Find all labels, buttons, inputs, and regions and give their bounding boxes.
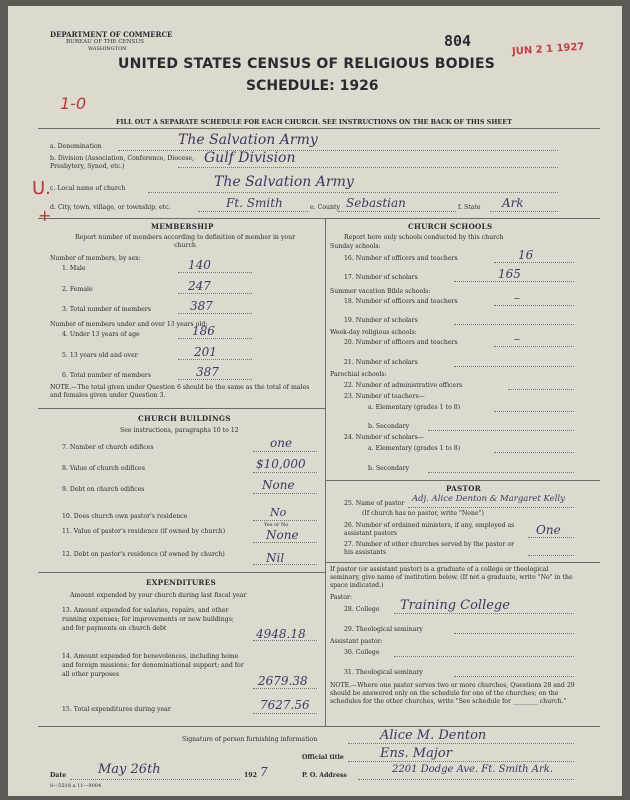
date-label: Date	[50, 772, 67, 779]
census-schedule-sheet	[8, 6, 622, 796]
q8-label: 8. Value of church edifices	[62, 465, 145, 472]
denomination-value: The Salvation Army	[178, 132, 318, 148]
county-label: e. County	[310, 204, 341, 211]
q1-label: 1. Male	[62, 265, 86, 272]
q26-label: 26. Number of ordained ministers, if any, employed as assistant pastors	[344, 522, 515, 537]
bureau-city: WASHINGTON	[88, 46, 127, 52]
q10-label: 10. Does church own pastor's residence	[62, 513, 188, 520]
q24a-label: a. Elementary (grades 1 to 8)	[368, 445, 461, 452]
sunday-label: Sunday schools:	[330, 243, 381, 250]
q1-value: 140	[188, 258, 211, 272]
buildings-heading: CHURCH BUILDINGS	[138, 414, 231, 423]
county-value: Sebastian	[346, 196, 406, 210]
q21-label: 21. Number of scholars	[344, 359, 418, 366]
q30-label: 30. College	[344, 649, 380, 656]
q19-label: 19. Number of scholars	[344, 317, 418, 324]
q18-value: –	[514, 291, 520, 305]
yes-no-hint: Yes or No	[264, 522, 289, 528]
mark-side-u: U.	[32, 178, 51, 199]
summer-label: Summer vacation Bible schools:	[330, 288, 431, 295]
q3-value: 387	[190, 299, 213, 313]
college-intro: If pastor (or assistant pastor) is a graduate of a college or theological seminary, give name of institution below. (If not a graduate, write "No" in the space indicated.)	[330, 566, 573, 589]
membership-intro: Report number of members according to definition of member in your church	[74, 234, 296, 249]
q6-value: 387	[196, 365, 219, 379]
q5-value: 201	[194, 345, 217, 359]
q9-value: None	[262, 478, 295, 492]
city-value: Ft. Smith	[226, 196, 283, 210]
state-label: f. State	[458, 204, 481, 211]
pastor-label: Pastor:	[330, 594, 353, 601]
local-name-value: The Salvation Army	[214, 174, 354, 190]
q17-label: 17. Number of scholars	[344, 274, 418, 281]
assistant-label: Assistant pastor:	[330, 638, 383, 645]
q13-label: 13. Amount expended for salaries, repairs, and other running expenses; for improvements or new buildings; and for payments on church debt	[62, 607, 234, 632]
form-instruction: FILL OUT A SEPARATE SCHEDULE FOR EACH CHURCH. SEE INSTRUCTIONS ON THE BACK OF THIS SHEET	[116, 118, 512, 126]
q3-label: 3. Total number of members	[62, 306, 151, 313]
state-value: Ark	[502, 196, 524, 210]
q15-label: 15. Total expenditures during year	[62, 706, 171, 713]
expenditures-intro: Amount expended by your church during last fiscal year	[70, 592, 247, 599]
q29-label: 29. Theological seminary	[344, 626, 423, 633]
q23-label: 23. Number of teachers—	[344, 393, 425, 400]
weekday-label: Week-day religious schools:	[330, 329, 417, 336]
q17-value: 165	[498, 267, 521, 281]
q7-label: 7. Number of church edifices	[62, 444, 154, 451]
mark-top: 1-0	[60, 94, 87, 113]
form-number: 8—5518 a 11—9004	[50, 783, 102, 789]
q25-label: 25. Name of pastor	[344, 500, 405, 507]
signature-value: Alice M. Denton	[380, 728, 487, 743]
q31-label: 31. Theological seminary	[344, 669, 423, 676]
q23b-label: b. Secondary	[368, 423, 410, 430]
q26-value: One	[536, 523, 561, 537]
q25-value: Adj. Alice Denton & Margaret Kelly	[412, 494, 565, 504]
q27-label: 27. Number of other churches served by the pastor or his assistants	[344, 541, 515, 556]
q20-value: –	[514, 332, 520, 346]
q12-label: 12. Debt on pastor's residence (if owned by church)	[62, 551, 225, 558]
po-address-value: 2201 Dodge Ave. Ft. Smith Ark.	[392, 764, 554, 775]
division-label: b. Division (Association, Conference, Diocese, Presbytery, Synod, etc.)	[50, 155, 194, 170]
q18-label: 18. Number of officers and teachers	[344, 298, 458, 305]
q16-value: 16	[518, 248, 534, 262]
q22-label: 22. Number of administrative officers	[344, 382, 463, 389]
q20-label: 20. Number of officers and teachers	[344, 339, 458, 346]
official-title-value: Ens. Major	[380, 746, 452, 761]
q28-value: Training College	[400, 598, 510, 613]
denomination-label: a. Denomination	[50, 143, 102, 150]
membership-note: NOTE.—The total given under Question 6 should be the same as the total of males and females given under Question 3.	[50, 384, 310, 399]
by-sex-label: Number of members, by sex:	[50, 255, 141, 262]
membership-heading: MEMBERSHIP	[151, 222, 214, 231]
official-title-label: Official title	[302, 754, 344, 761]
department-name: DEPARTMENT OF COMMERCE	[50, 30, 173, 39]
q6-label: 6. Total number of members	[62, 372, 151, 379]
bureau-name: BUREAU OF THE CENSUS	[66, 39, 145, 45]
form-title: UNITED STATES CENSUS OF RELIGIOUS BODIES	[118, 56, 496, 72]
local-name-label: c. Local name of church	[50, 185, 126, 192]
date-value: May 26th	[98, 762, 161, 777]
q28-label: 28. College	[344, 606, 380, 613]
q13-value: 4948.18	[256, 627, 306, 641]
pastor-note: NOTE.—Where one pastor serves two or more churches, Questions 28 and 29 should be answered only on the schedule for one of the churches; on the schedules for the other churches, write "See schedule for ________ church."	[330, 682, 575, 705]
q11-value: None	[266, 528, 299, 542]
parochial-label: Parochial schools:	[330, 371, 387, 378]
q12-value: Nil	[266, 551, 285, 565]
q2-label: 2. Female	[62, 286, 93, 293]
city-label: d. City, town, village, or township, etc.	[50, 204, 171, 211]
q24b-label: b. Secondary	[368, 465, 410, 472]
year-prefix: 192	[244, 772, 257, 779]
q9-label: 9. Debt on church edifices	[62, 486, 145, 493]
schools-intro: Report here only schools conducted by this church	[344, 234, 504, 241]
q5-label: 5. 13 years old and over	[62, 352, 138, 359]
q4-value: 186	[192, 324, 215, 338]
form-subtitle: SCHEDULE: 1926	[246, 78, 379, 94]
q24-label: 24. Number of scholars—	[344, 434, 424, 441]
pastor-heading: PASTOR	[446, 484, 482, 493]
signature-label: Signature of person furnishing information	[182, 736, 318, 743]
division-value: Gulf Division	[204, 150, 296, 166]
q14-label: 14. Amount expended for benevolences, including home and foreign missions; for denominational support; and for all other purposes	[62, 653, 244, 678]
q25-note: (If church has no pastor, write "None")	[362, 510, 484, 517]
q14-value: 2679.38	[258, 674, 308, 688]
q11-label: 11. Value of pastor's residence (if owned by church)	[62, 528, 226, 535]
expenditures-heading: EXPENDITURES	[146, 578, 216, 587]
year-value: 7	[260, 765, 268, 779]
q23a-label: a. Elementary (grades 1 to 8)	[368, 404, 461, 411]
mark-side-plus: +	[38, 206, 52, 225]
q4-label: 4. Under 13 years of age	[62, 331, 140, 338]
q15-value: 7627.56	[260, 698, 310, 712]
q8-value: $10,000	[256, 457, 306, 471]
q10-value: No	[270, 506, 287, 519]
q16-label: 16. Number of officers and teachers	[344, 255, 458, 262]
po-address-label: P. O. Address	[302, 772, 347, 779]
received-date-stamp: JUN 2 1 1927	[511, 41, 585, 58]
schools-heading: CHURCH SCHOOLS	[408, 222, 493, 231]
by-age-label: Number of members under and over 13 years old:	[50, 321, 208, 328]
buildings-intro: See instructions, paragraphs 10 to 12	[120, 427, 239, 434]
schedule-number: 804	[444, 32, 472, 50]
q2-value: 247	[188, 279, 211, 293]
q7-value: one	[270, 436, 293, 450]
